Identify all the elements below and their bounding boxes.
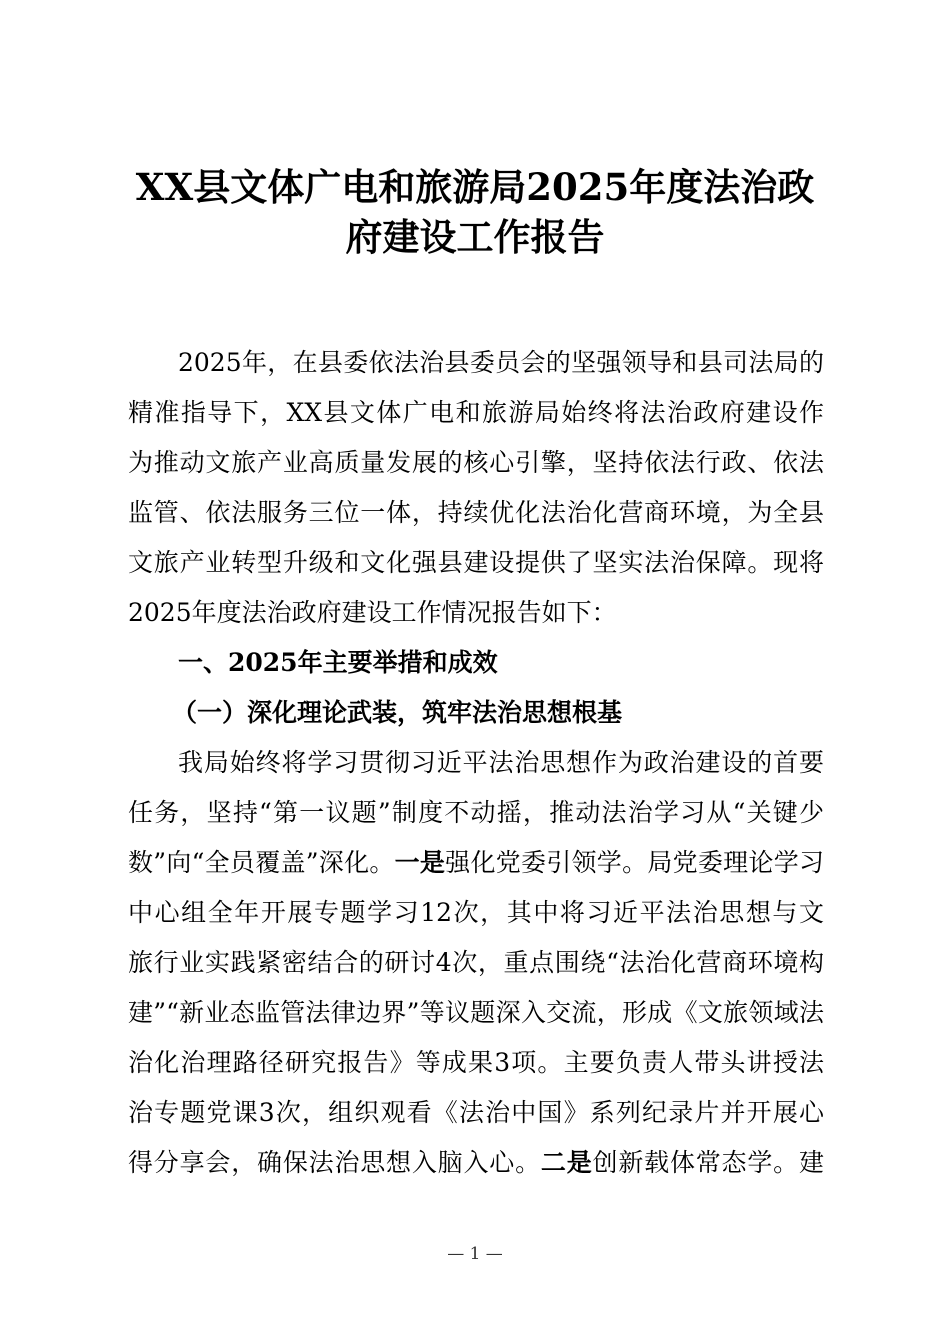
- section-line-3b: 强化党委引领学。局党委理论学习: [445, 848, 824, 877]
- document-title: [110, 162, 840, 262]
- section-line-9: [128, 1138, 824, 1188]
- section-line-2: 任务，坚持“第一议题”制度不动摇，推动法治学习从“关键少: [128, 798, 824, 827]
- section-line-8: 治专题党课3次，组织观看《法治中国》系列纪录片并开展心: [128, 1098, 824, 1127]
- intro-line-4: 监管、依法服务三位一体，持续优化法治化营商环境，为全县: [128, 498, 824, 527]
- subsection-heading-1: （一）深化理论武装，筑牢法治思想根基: [172, 698, 623, 727]
- section-line-3: [128, 838, 824, 888]
- document-body: [128, 338, 824, 1188]
- section-line-4: 中心组全年开展专题学习12次，其中将习近平法治思想与文: [128, 898, 824, 927]
- section-line-3a: 数”向“全员覆盖”深化。: [128, 848, 395, 877]
- title-line-2: 府建设工作报告: [345, 215, 605, 259]
- section-line-7: 治化治理路径研究报告》等成果3项。主要负责人带头讲授法: [128, 1048, 824, 1077]
- emphasis-second: 二是: [540, 1148, 593, 1177]
- section-line-5: 旅行业实践紧密结合的研讨4次，重点围绕“法治化营商环境构: [128, 948, 824, 977]
- title-line-1: XX县文体广电和旅游局2025年度法治政: [135, 165, 815, 209]
- section-heading-1: 一、2025年主要举措和成效: [178, 648, 498, 677]
- emphasis-first: 一是: [394, 848, 446, 877]
- intro-line-2: 精准指导下，XX县文体广电和旅游局始终将法治政府建设作: [128, 398, 824, 427]
- section-line-9a: 得分享会，确保法治思想入脑入心。: [128, 1148, 541, 1177]
- page-number: — 1 —: [447, 1244, 503, 1264]
- intro-line-1: 2025年，在县委依法治县委员会的坚强领导和县司法局的: [178, 348, 824, 377]
- intro-line-6: 2025年度法治政府建设工作情况报告如下：: [128, 598, 617, 627]
- intro-line-5: 文旅产业转型升级和文化强县建设提供了坚实法治保障。现将: [128, 548, 824, 577]
- intro-line-3: 为推动文旅产业高质量发展的核心引擎，坚持依法行政、依法: [128, 448, 824, 477]
- section-line-6: 建”“新业态监管法律边界”等议题深入交流，形成《文旅领域法: [128, 998, 824, 1027]
- section-line-1: 我局始终将学习贯彻习近平法治思想作为政治建设的首要: [178, 748, 824, 777]
- section-line-9b: 创新载体常态学。建: [592, 1148, 824, 1177]
